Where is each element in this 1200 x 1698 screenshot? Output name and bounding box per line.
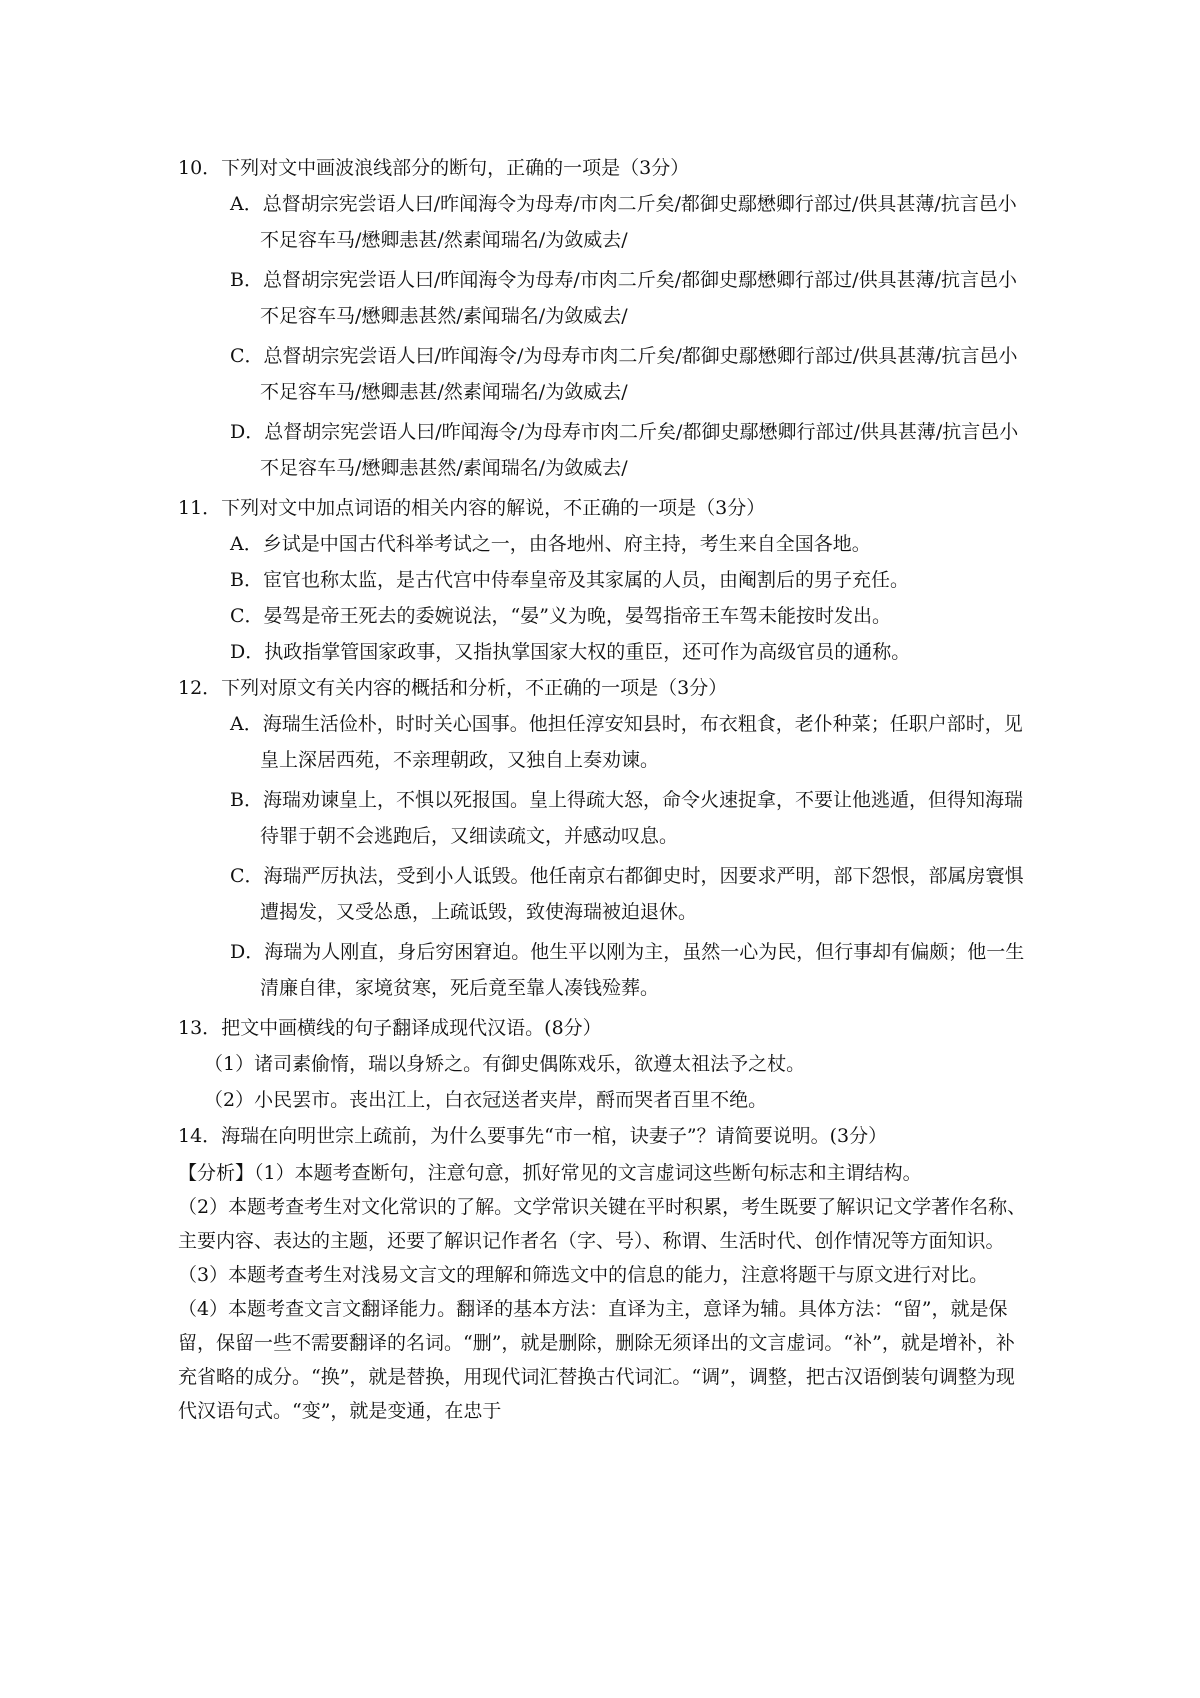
question-12-option-a: A．海瑞生活俭朴，时时关心国事。他担任淳安知县时，布衣粗食，老仆种菜；任职户部时，见皇上深居西苑，不亲理朝政，又独自上奏劝谏。 xyxy=(230,713,1023,771)
exam-page xyxy=(178,150,1030,1428)
question-11-option-a: A．乡试是中国古代科举考试之一，由各地州、府主持，考生来自全国各地。 xyxy=(230,533,871,555)
question-14-stem: 14．海瑞在向明世宗上疏前，为什么要事先“市一棺，诀妻子”？请简要说明。(3分） xyxy=(178,1125,888,1147)
analysis-paragraph-1: 【分析】（1）本题考查断句，注意句意，抓好常见的文言虚词这些断句标志和主谓结构。 xyxy=(178,1162,922,1184)
question-10-option-b: B．总督胡宗宪尝语人曰/昨闻海令为母寿/市肉二斤矣/都御史鄢懋卿行部过/供具甚薄/抗言邑小不足容车马/懋卿恚甚然/素闻瑞名/为敛威去/ xyxy=(230,269,1017,327)
analysis-paragraph-2: （2）本题考查考生对文化常识的了解。文学常识关键在平时积累，考生既要了解识记文学著作名称、主要内容、表达的主题，还要了解识记作者名（字、号）、称谓、生活时代、创作情况等方面知识。 xyxy=(178,1196,1027,1252)
question-13-sentence-2: （2）小民罢市。丧出江上，白衣冠送者夹岸，酹而哭者百里不绝。 xyxy=(204,1089,768,1111)
question-11-stem: 11．下列对文中加点词语的相关内容的解说，不正确的一项是（3分） xyxy=(178,497,766,519)
question-10-stem: 10．下列对文中画波浪线部分的断句，正确的一项是（3分） xyxy=(178,157,690,179)
question-11-option-b: B．宦官也称太监，是古代宫中侍奉皇帝及其家属的人员，由阉割后的男子充任。 xyxy=(230,569,909,591)
question-10-option-d: D．总督胡宗宪尝语人曰/昨闻海令/为母寿市肉二斤矣/都御史鄢懋卿行部过/供具甚薄/抗言邑小不足容车马/懋卿恚甚然/素闻瑞名/为敛威去/ xyxy=(230,421,1019,479)
question-12-option-d: D．海瑞为人刚直，身后穷困窘迫。他生平以刚为主，虽然一心为民，但行事却有偏颇；他一生清廉自律，家境贫寒，死后竟至靠人凑钱殓葬。 xyxy=(230,941,1025,999)
question-12-stem: 12．下列对原文有关内容的概括和分析，不正确的一项是（3分） xyxy=(178,677,728,699)
question-13-stem: 13．把文中画横线的句子翻译成现代汉语。(8分） xyxy=(178,1017,602,1039)
question-13-sentence-1: （1）诸司素偷惰，瑞以身矫之。有御史偶陈戏乐，欲遵太祖法予之杖。 xyxy=(204,1053,806,1075)
analysis-paragraph-3: （3）本题考查考生对浅易文言文的理解和筛选文中的信息的能力，注意将题干与原文进行对比。 xyxy=(178,1264,989,1286)
analysis-paragraph-4: （4）本题考查文言文翻译能力。翻译的基本方法：直译为主，意译为辅。具体方法：“留”，就是保留，保留一些不需要翻译的名词。“删”，就是删除，删除无须译出的文言虚词。“补”，就是增补，补充省略的成分。“换”，就是替换，用现代词汇替换古代词汇。“调”，调整，把古汉语倒装句调整为现代汉语句式。“变”，就是变通，在忠于 xyxy=(178,1298,1015,1422)
question-12-option-b: B．海瑞劝谏皇上，不惧以死报国。皇上得疏大怒，命令火速捉拿，不要让他逃遁，但得知海瑞待罪于朝不会逃跑后，又细读疏文，并感动叹息。 xyxy=(230,789,1023,847)
question-11-option-d: D．执政指掌管国家政事，又指执掌国家大权的重臣，还可作为高级官员的通称。 xyxy=(230,641,911,663)
question-12-option-c: C．海瑞严厉执法，受到小人诋毁。他任南京右都御史时，因要求严明，部下怨恨，部属房寰惧遭揭发，又受怂恿，上疏诋毁，致使海瑞被迫退休。 xyxy=(230,865,1024,923)
question-11-option-c: C．晏驾是帝王死去的委婉说法，“晏”义为晚，晏驾指帝王车驾未能按时发出。 xyxy=(230,605,891,627)
question-10-option-c: C．总督胡宗宪尝语人曰/昨闻海令/为母寿市肉二斤矣/都御史鄢懋卿行部过/供具甚薄/抗言邑小不足容车马/懋卿恚甚/然素闻瑞名/为敛威去/ xyxy=(230,345,1018,403)
question-10-option-a: A．总督胡宗宪尝语人曰/昨闻海令为母寿/市肉二斤矣/都御史鄢懋卿行部过/供具甚薄/抗言邑小不足容车马/懋卿恚甚/然素闻瑞名/为敛威去/ xyxy=(230,193,1017,251)
